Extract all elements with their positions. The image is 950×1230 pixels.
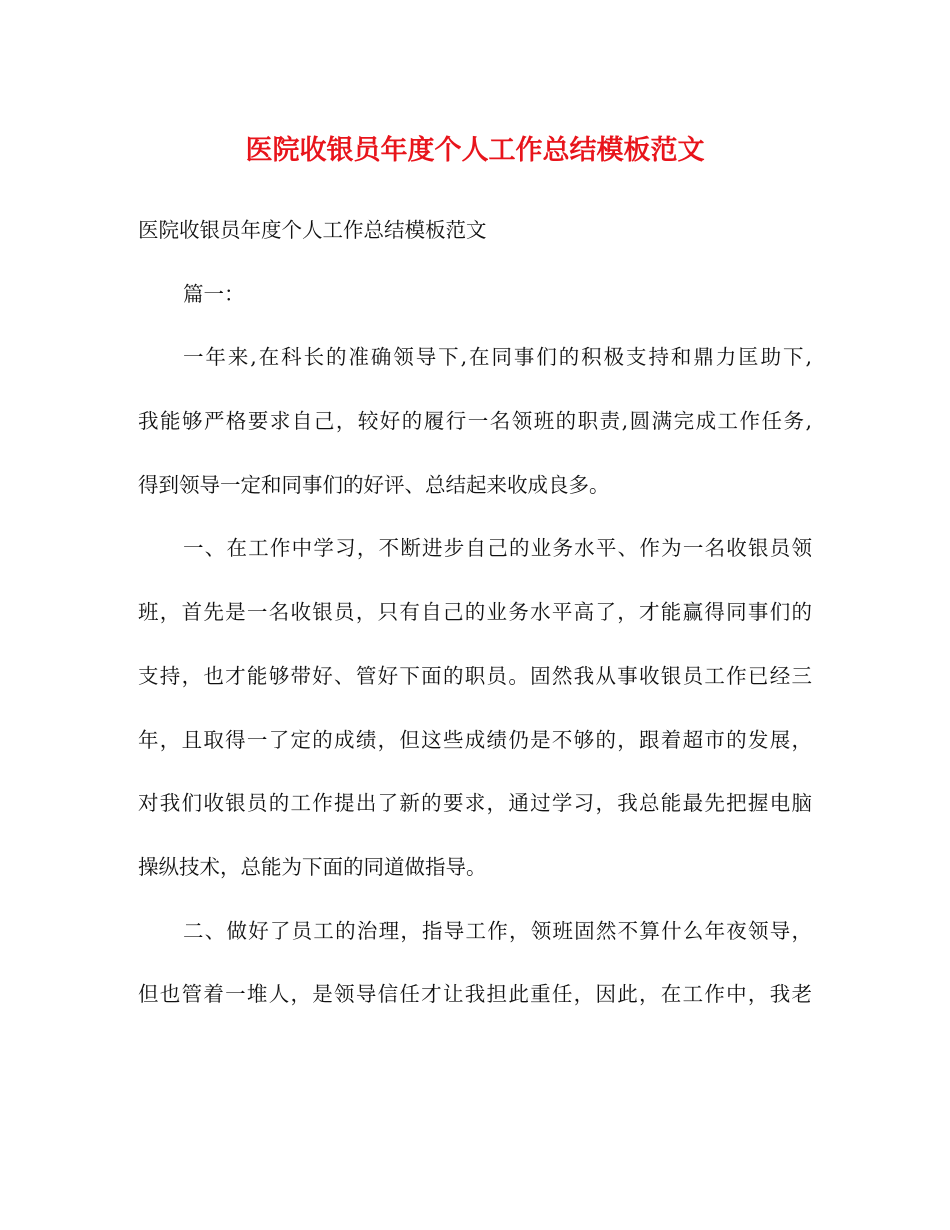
body-line: 但也管着一堆人，是领导信任才让我担此重任，因此，在工作中，我老 <box>138 982 812 1007</box>
document-body <box>138 210 812 1038</box>
body-line-heading: 医院收银员年度个人工作总结模板范文 <box>138 218 487 242</box>
body-line: 操纵技术，总能为下面的同道做指导。 <box>138 854 487 879</box>
body-line-section-label: 篇一： <box>183 281 245 306</box>
body-line: 班，首先是一名收银员，只有自己的业务水平高了，才能赢得同事们的 <box>138 600 812 625</box>
document-title: 医院收银员年度个人工作总结模板范文 <box>245 135 705 166</box>
body-line: 得到领导一定和同事们的好评、总结起来收成良多。 <box>138 472 610 497</box>
body-line: 二、做好了员工的治理，指导工作，领班固然不算什么年夜领导， <box>183 918 812 943</box>
body-line: 对我们收银员的工作提出了新的要求，通过学习，我总能最先把握电脑 <box>138 791 812 816</box>
body-line: 一年来,在科长的准确领导下,在同事们的积极支持和鼎力匡助下, <box>183 345 812 370</box>
body-line: 年，且取得一了定的成绩，但这些成绩仍是不够的，跟着超市的发展， <box>138 727 812 752</box>
body-line: 我能够严格要求自己，较好的履行一名领班的职责,圆满完成工作任务, <box>138 409 812 434</box>
body-line: 一、在工作中学习，不断进步自己的业务水平、作为一名收银员领 <box>183 536 812 561</box>
body-line: 支持，也才能够带好、管好下面的职员。固然我从事收银员工作已经三 <box>138 663 812 688</box>
